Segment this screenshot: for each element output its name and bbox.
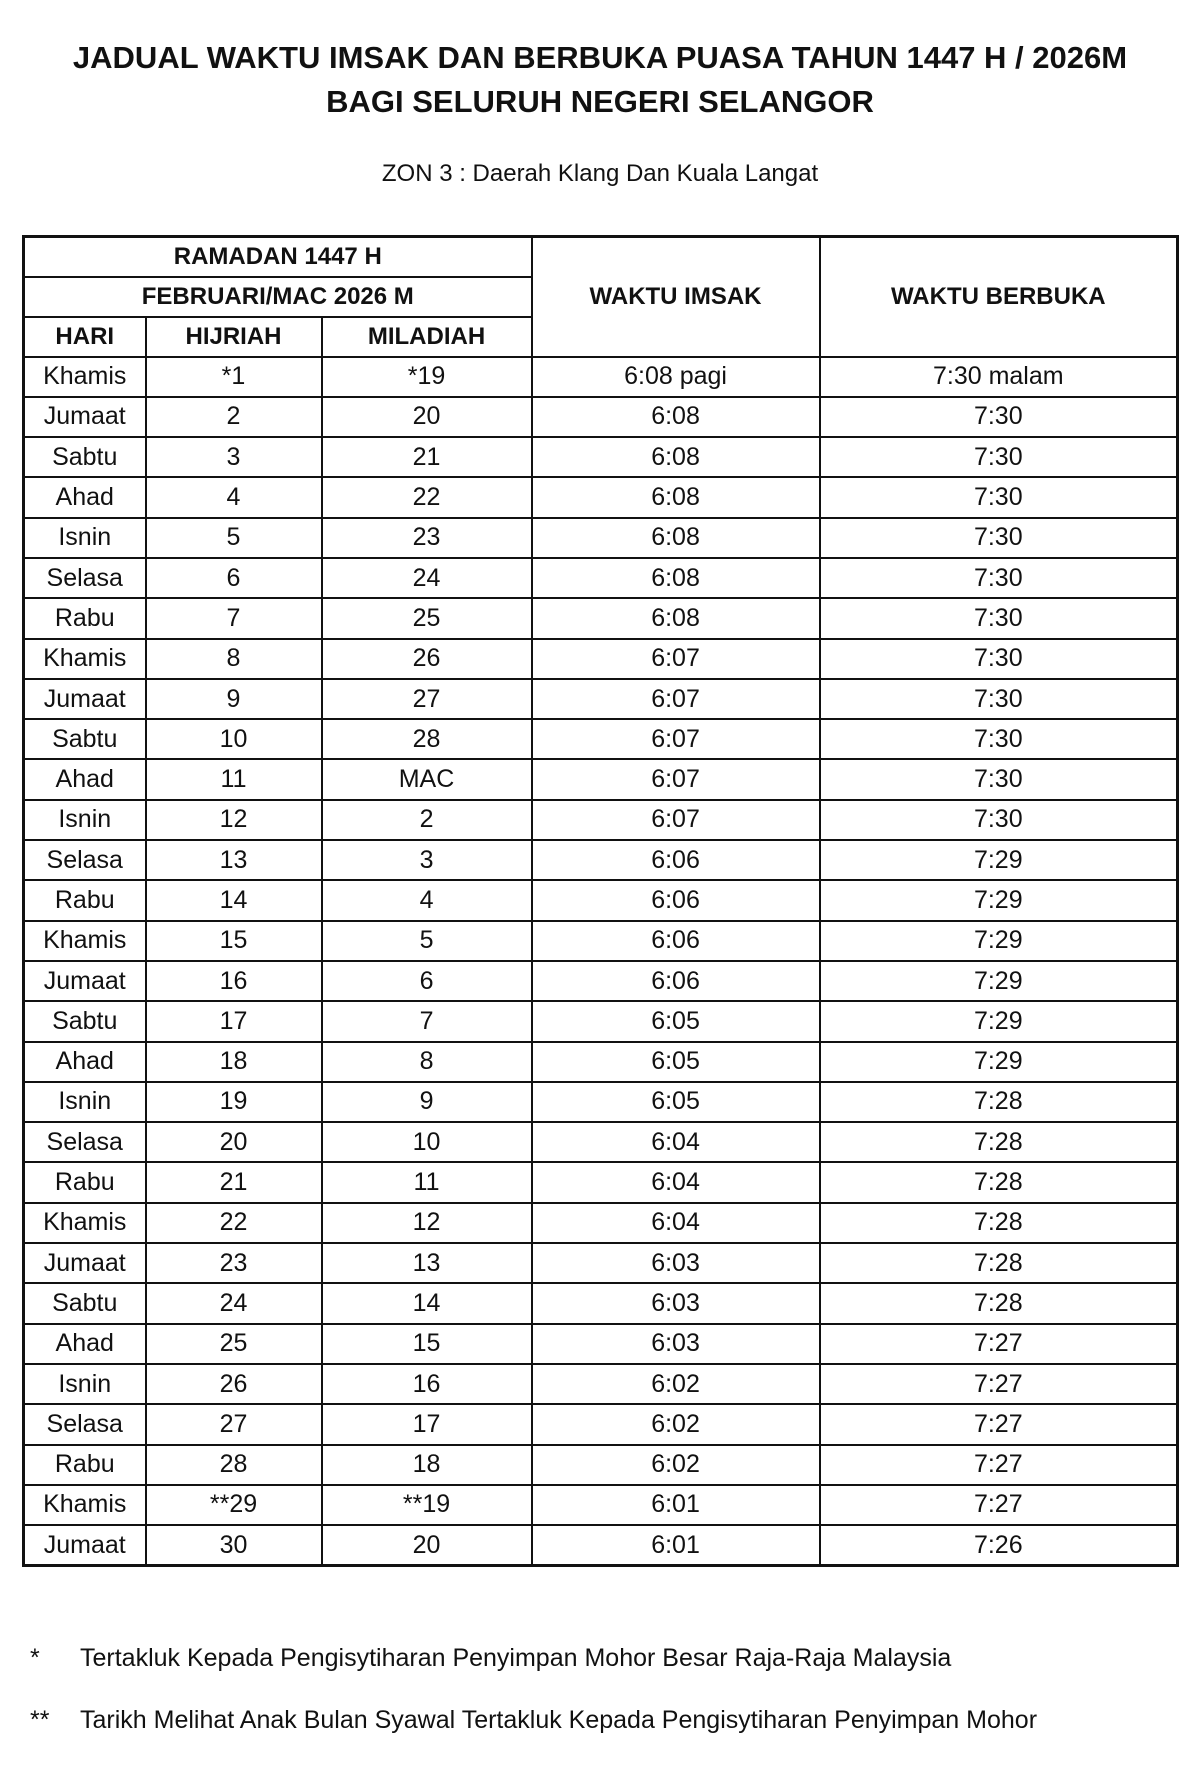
schedule-table (22, 235, 1179, 1567)
cell-imsak: 6:04 (532, 1122, 820, 1162)
cell-miladiah: 20 (322, 1525, 532, 1565)
cell-imsak: 6:07 (532, 679, 820, 719)
cell-hari: Sabtu (24, 1001, 146, 1041)
table-row (24, 518, 1178, 558)
header-waktu-imsak: WAKTU IMSAK (532, 237, 820, 357)
cell-hari: Sabtu (24, 437, 146, 477)
cell-berbuka: 7:30 (820, 518, 1178, 558)
cell-hari: Jumaat (24, 1525, 146, 1565)
cell-miladiah: MAC (322, 759, 532, 799)
cell-berbuka: 7:30 (820, 679, 1178, 719)
cell-hijriah: 25 (146, 1324, 322, 1364)
cell-miladiah: 18 (322, 1445, 532, 1485)
cell-miladiah: 20 (322, 397, 532, 437)
cell-miladiah: 17 (322, 1404, 532, 1444)
cell-berbuka: 7:28 (820, 1122, 1178, 1162)
cell-miladiah: 21 (322, 437, 532, 477)
table-row (24, 598, 1178, 638)
cell-hari: Sabtu (24, 719, 146, 759)
cell-miladiah: 9 (322, 1082, 532, 1122)
cell-imsak: 6:06 (532, 921, 820, 961)
cell-hijriah: 18 (146, 1042, 322, 1082)
cell-hijriah: 27 (146, 1404, 322, 1444)
cell-hari: Khamis (24, 1203, 146, 1243)
table-row (24, 961, 1178, 1001)
cell-miladiah: 13 (322, 1243, 532, 1283)
cell-imsak: 6:06 (532, 840, 820, 880)
footnote (30, 1702, 1180, 1738)
cell-hijriah: *1 (146, 357, 322, 397)
cell-hijriah: 23 (146, 1243, 322, 1283)
table-row (24, 1283, 1178, 1323)
cell-hijriah: 4 (146, 477, 322, 517)
cell-imsak: 6:02 (532, 1445, 820, 1485)
cell-berbuka: 7:28 (820, 1203, 1178, 1243)
header-waktu-berbuka: WAKTU BERBUKA (820, 237, 1178, 357)
cell-berbuka: 7:28 (820, 1162, 1178, 1202)
cell-hari: Jumaat (24, 397, 146, 437)
cell-hari: Selasa (24, 1122, 146, 1162)
cell-hijriah: 5 (146, 518, 322, 558)
cell-hijriah: 7 (146, 598, 322, 638)
cell-hijriah: 16 (146, 961, 322, 1001)
cell-hari: Jumaat (24, 679, 146, 719)
cell-imsak: 6:02 (532, 1364, 820, 1404)
cell-hijriah: 12 (146, 800, 322, 840)
cell-miladiah: 14 (322, 1283, 532, 1323)
cell-berbuka: 7:30 malam (820, 357, 1178, 397)
cell-berbuka: 7:30 (820, 437, 1178, 477)
cell-miladiah: 27 (322, 679, 532, 719)
header-month: FEBRUARI/MAC 2026 M (24, 277, 532, 317)
cell-hari: Rabu (24, 1162, 146, 1202)
cell-hari: Rabu (24, 880, 146, 920)
cell-berbuka: 7:29 (820, 961, 1178, 1001)
cell-miladiah: 22 (322, 477, 532, 517)
cell-hijriah: 3 (146, 437, 322, 477)
cell-berbuka: 7:29 (820, 880, 1178, 920)
cell-berbuka: 7:27 (820, 1404, 1178, 1444)
cell-hijriah: 22 (146, 1203, 322, 1243)
cell-hijriah: 28 (146, 1445, 322, 1485)
cell-imsak: 6:07 (532, 800, 820, 840)
cell-imsak: 6:06 (532, 961, 820, 1001)
cell-hari: Rabu (24, 598, 146, 638)
cell-hijriah: 24 (146, 1283, 322, 1323)
table-body (24, 357, 1178, 1566)
cell-hijriah: 2 (146, 397, 322, 437)
page-title (0, 36, 1200, 124)
cell-miladiah: 7 (322, 1001, 532, 1041)
footnote-mark: * (30, 1644, 40, 1672)
table-row (24, 1324, 1178, 1364)
cell-miladiah: 6 (322, 961, 532, 1001)
table-row (24, 1243, 1178, 1283)
table-row (24, 1082, 1178, 1122)
cell-miladiah: 16 (322, 1364, 532, 1404)
table-row (24, 1445, 1178, 1485)
cell-hari: Ahad (24, 477, 146, 517)
table-row (24, 679, 1178, 719)
table-row (24, 1404, 1178, 1444)
cell-imsak: 6:05 (532, 1001, 820, 1041)
title-line-1: JADUAL WAKTU IMSAK DAN BERBUKA PUASA TAHUN 1447 H / 2026M (72, 40, 1128, 75)
cell-hijriah: 14 (146, 880, 322, 920)
table-row (24, 1122, 1178, 1162)
cell-miladiah: 10 (322, 1122, 532, 1162)
cell-hari: Ahad (24, 759, 146, 799)
cell-miladiah: 23 (322, 518, 532, 558)
zone-subtitle: ZON 3 : Daerah Klang Dan Kuala Langat (381, 160, 819, 187)
cell-imsak: 6:04 (532, 1162, 820, 1202)
cell-imsak: 6:08 (532, 397, 820, 437)
table-row (24, 437, 1178, 477)
cell-miladiah: 2 (322, 800, 532, 840)
table-row (24, 1001, 1178, 1041)
table-row (24, 1485, 1178, 1525)
table-row (24, 1525, 1178, 1565)
cell-miladiah: 11 (322, 1162, 532, 1202)
cell-hijriah: 26 (146, 1364, 322, 1404)
cell-imsak: 6:08 (532, 598, 820, 638)
cell-hari: Isnin (24, 1082, 146, 1122)
cell-hari: Khamis (24, 1485, 146, 1525)
cell-imsak: 6:05 (532, 1042, 820, 1082)
cell-miladiah: 24 (322, 558, 532, 598)
table-row (24, 477, 1178, 517)
cell-berbuka: 7:30 (820, 800, 1178, 840)
cell-berbuka: 7:30 (820, 598, 1178, 638)
header-hijriah: HIJRIAH (146, 317, 322, 357)
cell-hari: Ahad (24, 1042, 146, 1082)
cell-hari: Sabtu (24, 1283, 146, 1323)
table-row (24, 397, 1178, 437)
cell-imsak: 6:01 (532, 1485, 820, 1525)
cell-berbuka: 7:27 (820, 1364, 1178, 1404)
cell-berbuka: 7:27 (820, 1485, 1178, 1525)
cell-berbuka: 7:29 (820, 921, 1178, 961)
cell-imsak: 6:07 (532, 759, 820, 799)
cell-hijriah: 11 (146, 759, 322, 799)
cell-berbuka: 7:28 (820, 1243, 1178, 1283)
cell-berbuka: 7:30 (820, 477, 1178, 517)
header-ramadan: RAMADAN 1447 H (24, 237, 532, 277)
cell-berbuka: 7:30 (820, 558, 1178, 598)
cell-hijriah: 20 (146, 1122, 322, 1162)
cell-imsak: 6:03 (532, 1283, 820, 1323)
cell-miladiah: **19 (322, 1485, 532, 1525)
cell-imsak: 6:07 (532, 639, 820, 679)
cell-hari: Jumaat (24, 961, 146, 1001)
cell-imsak: 6:07 (532, 719, 820, 759)
cell-hari: Khamis (24, 639, 146, 679)
cell-berbuka: 7:30 (820, 759, 1178, 799)
cell-miladiah: 3 (322, 840, 532, 880)
table-row (24, 880, 1178, 920)
cell-hari: Khamis (24, 357, 146, 397)
cell-berbuka: 7:27 (820, 1445, 1178, 1485)
cell-berbuka: 7:29 (820, 1042, 1178, 1082)
cell-hijriah: **29 (146, 1485, 322, 1525)
cell-hijriah: 9 (146, 679, 322, 719)
cell-berbuka: 7:30 (820, 397, 1178, 437)
cell-miladiah: 8 (322, 1042, 532, 1082)
cell-berbuka: 7:27 (820, 1324, 1178, 1364)
cell-hari: Isnin (24, 800, 146, 840)
footnotes (30, 1640, 1180, 1764)
cell-hari: Selasa (24, 840, 146, 880)
cell-imsak: 6:08 (532, 558, 820, 598)
cell-imsak: 6:08 (532, 437, 820, 477)
cell-imsak: 6:08 (532, 477, 820, 517)
table-row (24, 800, 1178, 840)
cell-imsak: 6:04 (532, 1203, 820, 1243)
cell-imsak: 6:03 (532, 1324, 820, 1364)
cell-hijriah: 13 (146, 840, 322, 880)
cell-hijriah: 6 (146, 558, 322, 598)
cell-hijriah: 10 (146, 719, 322, 759)
header-miladiah: MILADIAH (322, 317, 532, 357)
cell-miladiah: 26 (322, 639, 532, 679)
cell-hari: Khamis (24, 921, 146, 961)
footnote-text: Tarikh Melihat Anak Bulan Syawal Tertakluk Kepada Pengisytiharan Penyimpan Mohor (80, 1706, 1038, 1734)
cell-hari: Jumaat (24, 1243, 146, 1283)
table-row (24, 1203, 1178, 1243)
cell-hari: Ahad (24, 1324, 146, 1364)
cell-miladiah: 25 (322, 598, 532, 638)
table-row (24, 719, 1178, 759)
cell-miladiah: *19 (322, 357, 532, 397)
cell-imsak: 6:08 pagi (532, 357, 820, 397)
cell-miladiah: 15 (322, 1324, 532, 1364)
cell-imsak: 6:08 (532, 518, 820, 558)
cell-hari: Rabu (24, 1445, 146, 1485)
cell-hari: Selasa (24, 1404, 146, 1444)
table-row (24, 1162, 1178, 1202)
cell-berbuka: 7:29 (820, 1001, 1178, 1041)
cell-hijriah: 15 (146, 921, 322, 961)
table-row (24, 357, 1178, 397)
cell-miladiah: 5 (322, 921, 532, 961)
cell-berbuka: 7:28 (820, 1283, 1178, 1323)
cell-imsak: 6:06 (532, 880, 820, 920)
cell-imsak: 6:03 (532, 1243, 820, 1283)
footnote-text: Tertakluk Kepada Pengisytiharan Penyimpan Mohor Besar Raja-Raja Malaysia (80, 1644, 952, 1672)
table-row (24, 1364, 1178, 1404)
cell-miladiah: 28 (322, 719, 532, 759)
cell-berbuka: 7:28 (820, 1082, 1178, 1122)
header-hari: HARI (24, 317, 146, 357)
cell-imsak: 6:02 (532, 1404, 820, 1444)
table-row (24, 759, 1178, 799)
cell-imsak: 6:01 (532, 1525, 820, 1565)
cell-miladiah: 12 (322, 1203, 532, 1243)
table-row (24, 639, 1178, 679)
cell-berbuka: 7:29 (820, 840, 1178, 880)
title-line-2: BAGI SELURUH NEGERI SELANGOR (326, 84, 874, 119)
cell-berbuka: 7:26 (820, 1525, 1178, 1565)
cell-miladiah: 4 (322, 880, 532, 920)
table-row (24, 558, 1178, 598)
cell-berbuka: 7:30 (820, 719, 1178, 759)
table-row (24, 840, 1178, 880)
cell-hijriah: 19 (146, 1082, 322, 1122)
cell-hari: Isnin (24, 1364, 146, 1404)
cell-berbuka: 7:30 (820, 639, 1178, 679)
cell-hijriah: 17 (146, 1001, 322, 1041)
cell-hijriah: 8 (146, 639, 322, 679)
cell-hijriah: 21 (146, 1162, 322, 1202)
cell-hari: Selasa (24, 558, 146, 598)
footnote (30, 1640, 1180, 1676)
footnote-mark: ** (30, 1706, 50, 1734)
table-header (24, 237, 1178, 357)
cell-hijriah: 30 (146, 1525, 322, 1565)
table-row (24, 921, 1178, 961)
cell-hari: Isnin (24, 518, 146, 558)
table-row (24, 1042, 1178, 1082)
cell-imsak: 6:05 (532, 1082, 820, 1122)
